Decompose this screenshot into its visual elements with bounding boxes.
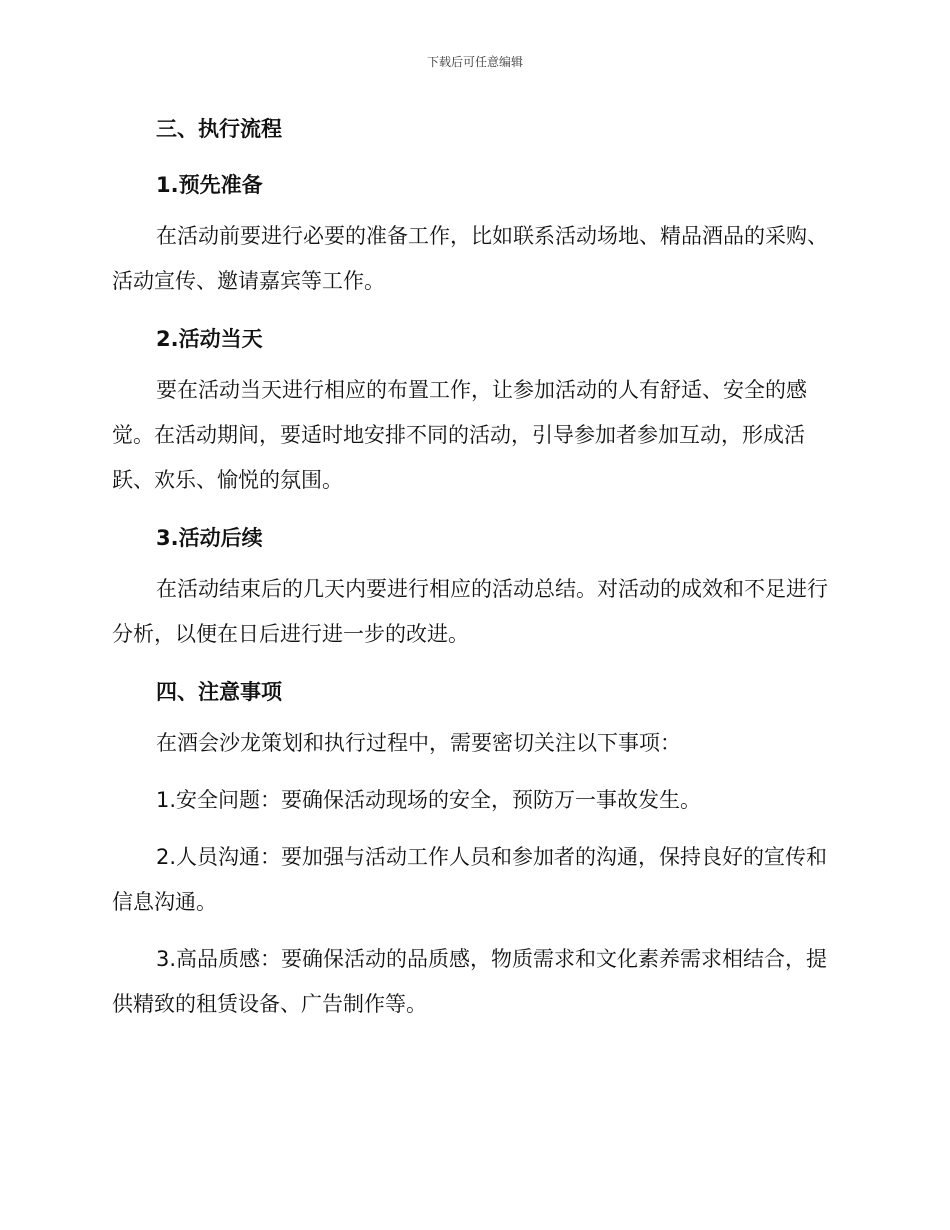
subheading-event-day: 2.活动当天 (156, 327, 263, 351)
subheading-follow-up: 3.活动后续 (156, 526, 263, 550)
document-body (112, 112, 832, 1027)
section-heading-execution-process: 三、执行流程 (156, 117, 282, 141)
list-item-quality: 3.高品质感：要确保活动的品质感，物质需求和文化素养需求相结合，提供精致的租赁设备、广告制作等。 (112, 947, 828, 1016)
list-item-safety: 1.安全问题：要确保活动现场的安全，预防万一事故发生。 (156, 788, 702, 812)
paragraph-follow-up: 在活动结束后的几天内要进行相应的活动总结。对活动的成效和不足进行分析，以便在日后进行进一步的改进。 (112, 577, 828, 646)
subheading-preparation: 1.预先准备 (156, 173, 263, 197)
paragraph-event-day: 要在活动当天进行相应的布置工作，让参加活动的人有舒适、安全的感觉。在活动期间，要适时地安排不同的活动，引导参加者参加互动，形成活跃、欢乐、愉悦的氛围。 (112, 378, 807, 492)
list-item-communication: 2.人员沟通：要加强与活动工作人员和参加者的沟通，保持良好的宣传和信息沟通。 (112, 845, 828, 914)
page-header-note: 下载后可任意编辑 (426, 55, 523, 69)
section-heading-notes: 四、注意事项 (156, 680, 282, 704)
paragraph-notes-intro: 在酒会沙龙策划和执行过程中，需要密切关注以下事项： (156, 731, 681, 755)
paragraph-preparation: 在活动前要进行必要的准备工作，比如联系活动场地、精品酒品的采购、活动宣传、邀请嘉宾等工作。 (112, 224, 828, 293)
